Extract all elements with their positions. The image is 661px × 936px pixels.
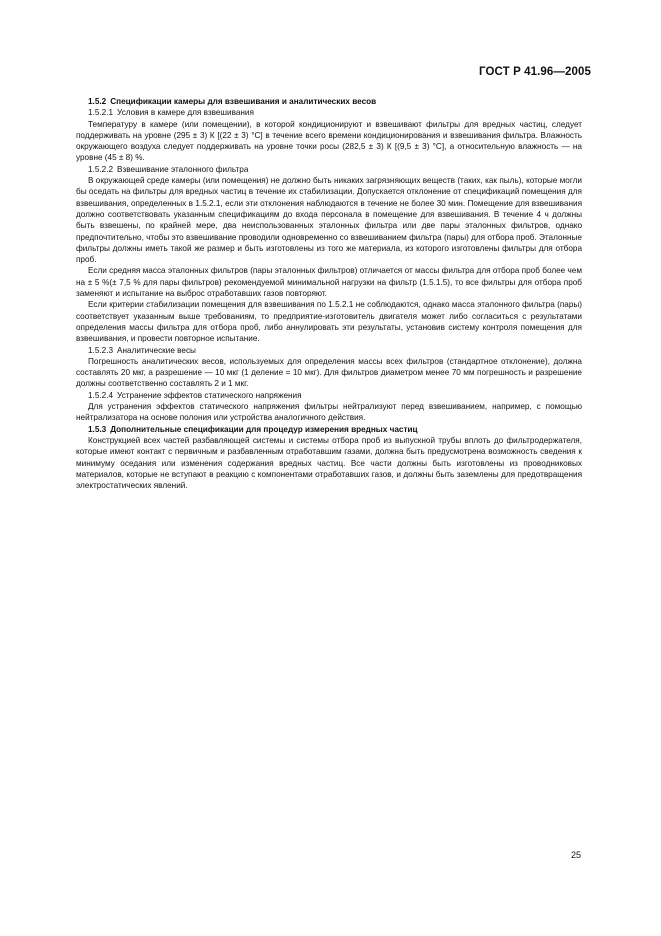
paragraph: Конструкцией всех частей разбавляющей системы и системы отбора проб из выпускной трубы вплоть до фильтродержателя, которые имеют контакт с первичным и разбавленным отработавшим газами, должна быть предусмотрена возможность сведения к минимуму оседания или изменения содержания вредных частиц. Все части должны быть изготовлены из проводниковых материалов, которые не вступают в реакцию с компонентами отработавших газов, и должны быть заземлены для предотвращения электростатических явлений. xyxy=(76,435,582,491)
paragraph: В окружающей среде камеры (или помещения) не должно быть никаких загрязняющих веществ (таких, как пыль), которые могли бы оседать на фильтры для вредных частиц в течение их стабилизации. Допускается отклонение от спецификаций помещения для взвешивания, определенных в 1.5.2.1, если эти отклонения наблюдаются в течение не более 30 мин. Помещение для взвешивания должно соответствовать указанным спецификациям до входа персонала в помещение для взвешивания. В течение 4 ч должны быть взвешены, по крайней мере, два неиспользованных эталонных фильтра или две пары эталонных фильтров, однако предпочтительно, чтобы это взвешивание проводили одновременно со взвешиванием фильтра (пары) для отбора проб. Эталонные фильтры должны иметь такой же размер и быть изготовлены из того же материала, из которого изготовлены фильтры для отбора проб. xyxy=(76,176,582,265)
paragraph: Если средняя масса эталонных фильтров (пары эталонных фильтров) отличается от массы фильтра для отбора проб более чем на ± 5 %(± 7,5 % для пары фильтров) рекомендуемой минимальной нагрузки на фильтр (1.5.1.5), то все фильтры для отбора проб заменяют и испытание на выброс отработавших газов повторяют. xyxy=(76,266,582,299)
paragraph: Для устранения эффектов статического напряжения фильтры нейтрализуют перед взвешиванием, например, с помощью нейтрализатора на основе полония или устройства аналогичного действия. xyxy=(76,402,582,423)
paragraph: Температуру в камере (или помещении), в которой кондиционируют и взвешивают фильтры для вредных частиц, следует поддерживать на уровне (295 ± 3) К [(22 ± 3) °С] в течение всего времени кондиционирования и взвешивания фильтра. Влажность окружающего воздуха следует поддерживать на уровне точки росы (282,5 ± 3) К [(9,5 ± 3) °С], а относительную влажность — на уровне (45 ± 8) %. xyxy=(76,119,582,163)
page-number: 25 xyxy=(570,850,581,860)
subsection-heading-1-5-2-2: 1.5.2.2 Взвешивание эталонного фильтра xyxy=(88,164,249,174)
paragraph: Погрешность аналитических весов, используемых для определения массы всех фильтров (стандартное отклонение), должна составлять 20 мкг, а разрешение — 10 мкг (1 деление = 10 мкг). Для фильтров диаметром менее 70 мм погрешность и разрешение должны соответственно составлять 2 и 1 мкг. xyxy=(76,356,582,389)
paragraph: Если критерии стабилизации помещения для взвешивания по 1.5.2.1 не соблюдаются, однако масса эталонного фильтра (пары) соответствует указанным выше требованиям, то предприятие-изготовитель двигателя может либо согласиться с результатами определения массы фильтра для отбора проб, либо аннулировать эти результаты, установив систему контроля помещения для взвешивания, и провести повторное испытание. xyxy=(76,300,582,344)
section-heading-1-5-2: 1.5.2 Спецификации камеры для взвешивания и аналитических весов xyxy=(88,97,377,106)
subsection-heading-1-5-2-1: 1.5.2.1 Условия в камере для взвешивания xyxy=(88,108,254,118)
document-body xyxy=(76,96,582,491)
subsection-heading-1-5-2-4: 1.5.2.4 Устранение эффектов статического напряжения xyxy=(88,390,302,400)
subsection-heading-1-5-2-3: 1.5.2.3 Аналитические весы xyxy=(88,345,196,355)
section-heading-1-5-3: 1.5.3 Дополнительные спецификации для процедур измерения вредных частиц xyxy=(88,424,418,434)
document-code: ГОСТ Р 41.96—2005 xyxy=(479,66,591,78)
